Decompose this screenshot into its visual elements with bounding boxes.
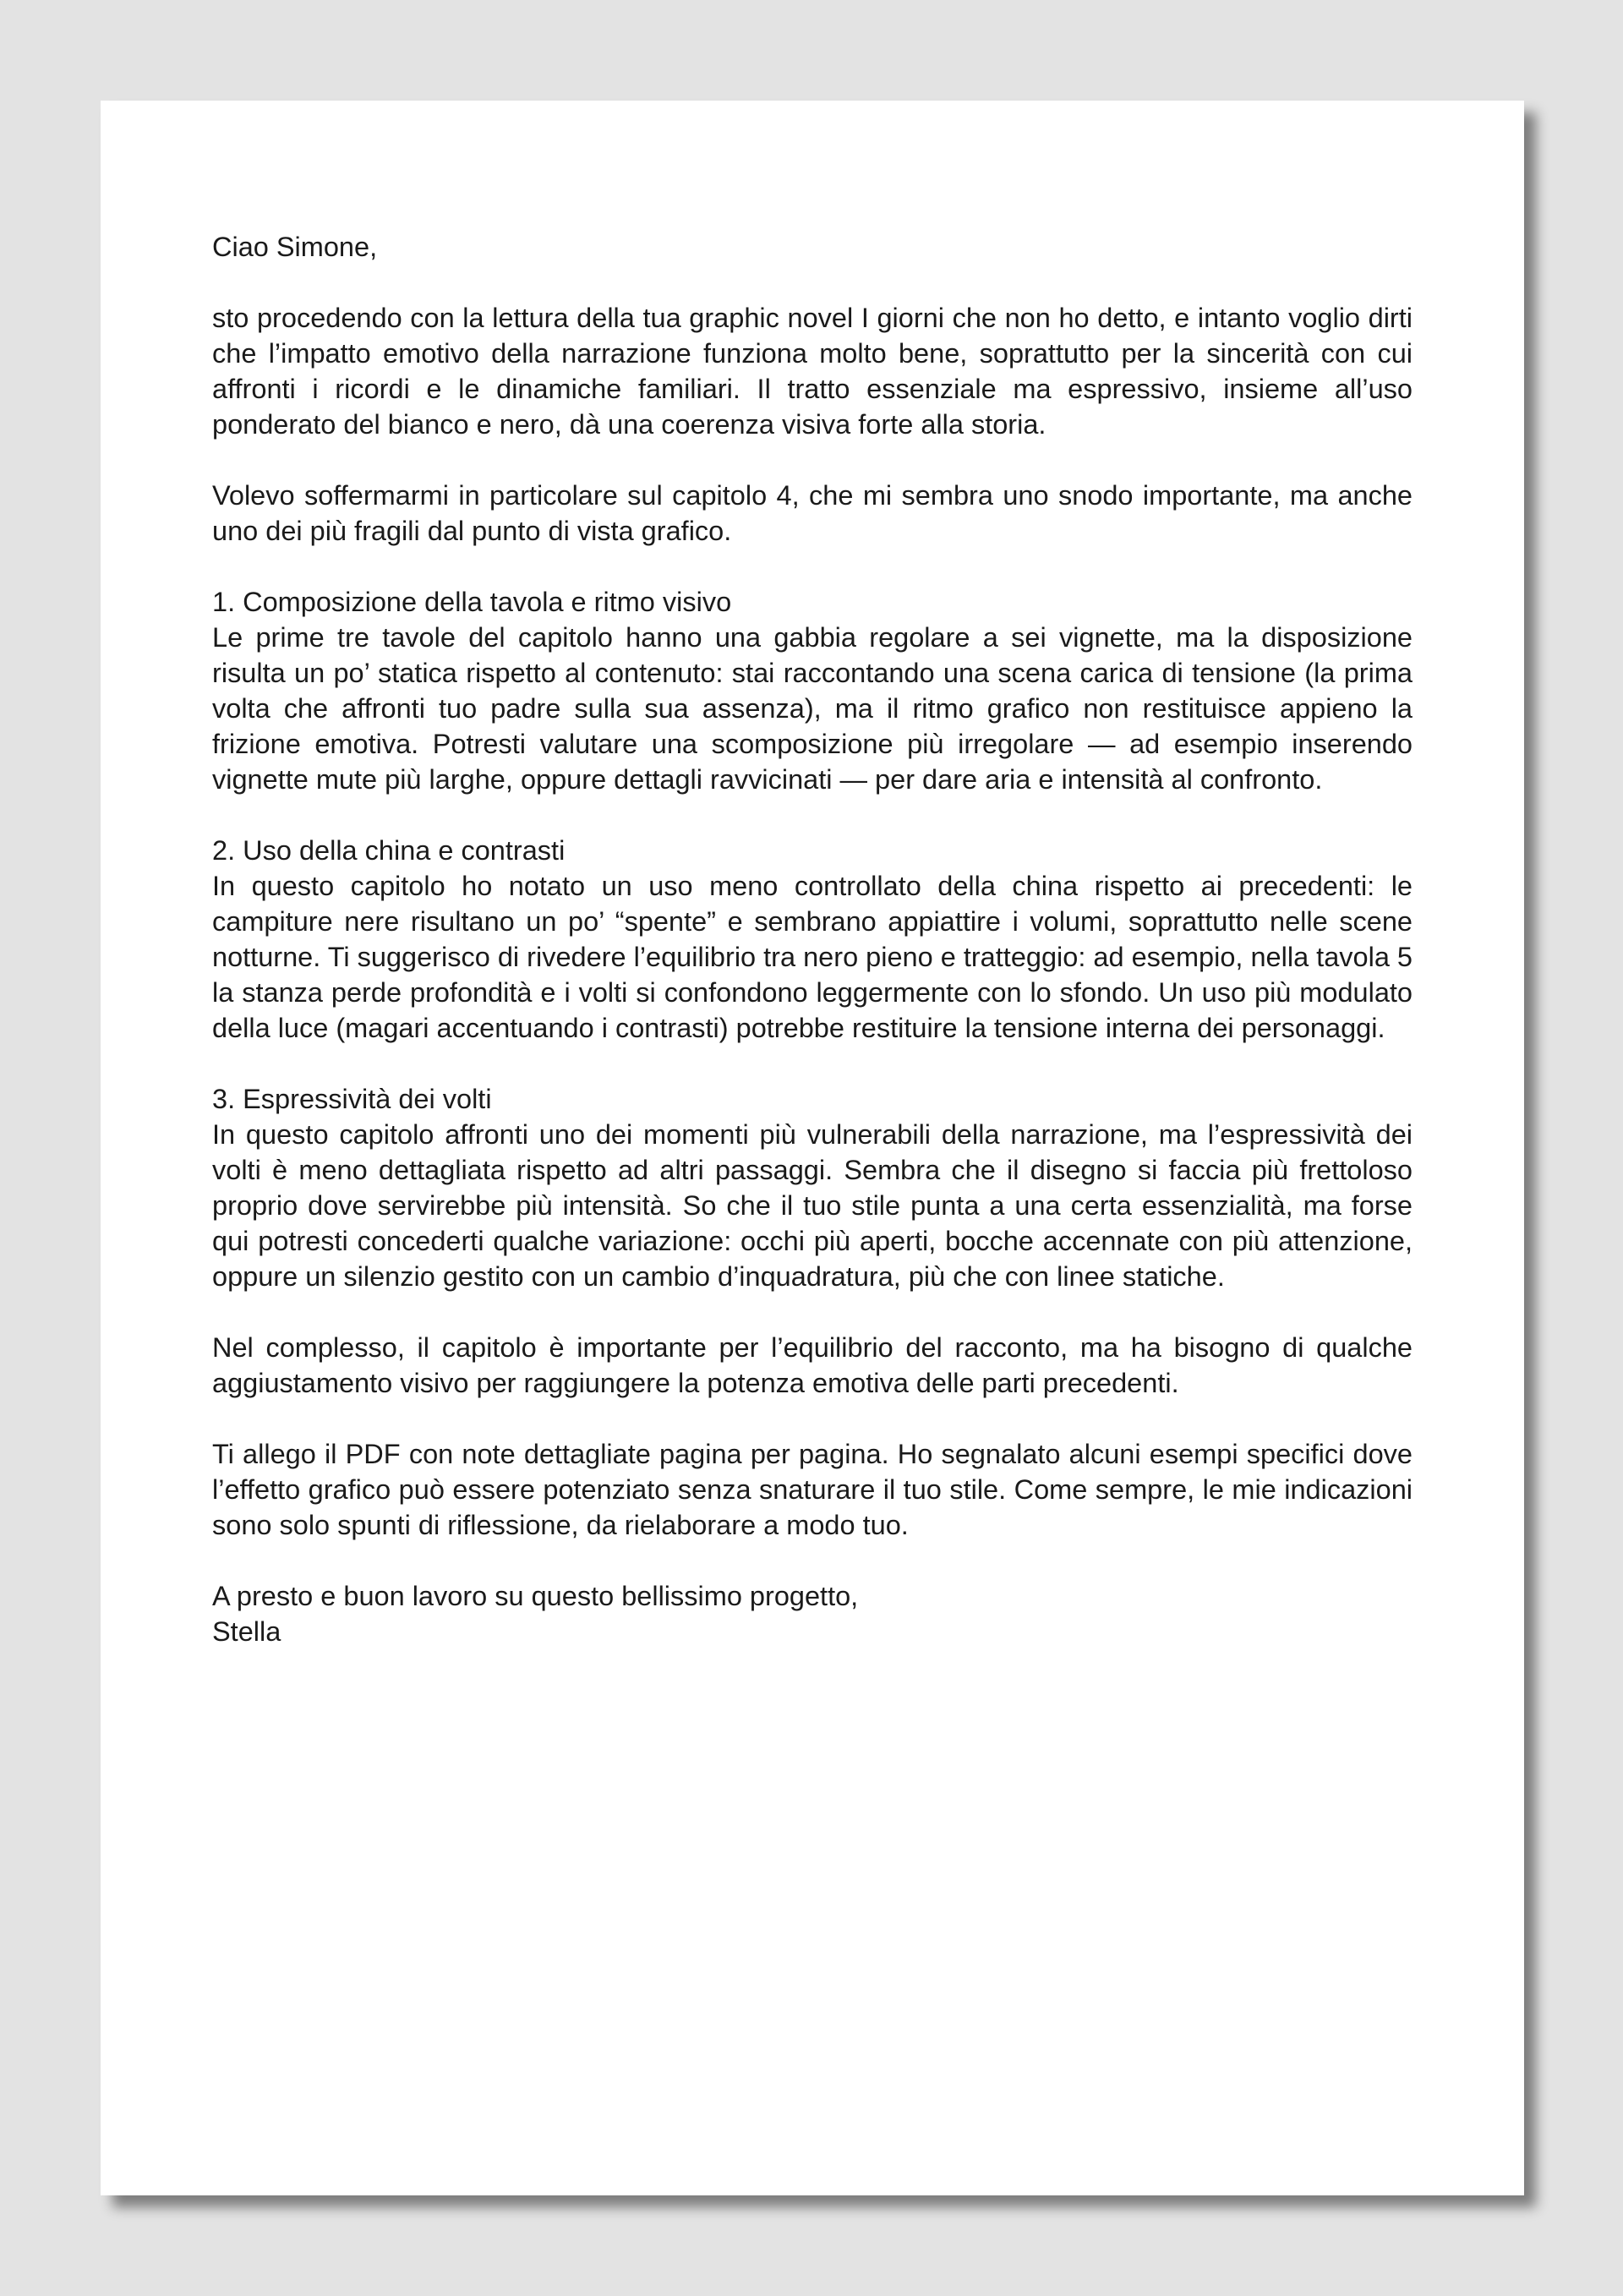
section-title: 2. Uso della china e contrasti (212, 835, 566, 866)
greeting: Ciao Simone, (212, 232, 378, 262)
outro-paragraph: Ti allego il PDF con note dettagliate pagina per pagina. Ho segnalato alcuni esempi specifici dove l’effetto grafico può essere potenziato senza snaturare il tuo stile. Come sempre, le mie indicazioni sono solo spunti di riflessione, da rielaborare a modo tuo. (212, 1439, 1413, 1540)
intro-paragraph: Volevo soffermarmi in particolare sul capitolo 4, che mi sembra uno snodo importante, ma anche uno dei più fragili dal punto di vista grafico. (212, 480, 1413, 546)
feedback-section (212, 833, 1413, 1046)
letter-body (212, 229, 1413, 1649)
intro-paragraph: sto procedendo con la lettura della tua graphic novel I giorni che non ho detto, e intanto voglio dirti che l’impatto emotivo della narrazione funziona molto bene, soprattutto per la sincerità con cui affronti i ricordi e le dinamiche familiari. Il tratto essenziale ma espressivo, insieme all’uso ponderato del bianco e nero, dà una coerenza visiva forte alla storia. (212, 303, 1413, 440)
section-title: 3. Espressività dei volti (212, 1084, 492, 1114)
feedback-section (212, 584, 1413, 797)
section-body: In questo capitolo affronti uno dei momenti più vulnerabili della narrazione, ma l’espressività dei volti è meno dettagliata rispetto ad altri passaggi. Sembra che il disegno si faccia più frettoloso proprio dove servirebbe più intensità. So che il tuo stile punta a una certa essenzialità, ma forse qui potresti concederti qualche variazione: occhi più aperti, bocche accennate con più attenzione, oppure un silenzio gestito con un cambio d’inquadratura, più che con linee statiche. (212, 1119, 1413, 1292)
section-body: In questo capitolo ho notato un uso meno controllato della china rispetto ai precedenti: le campiture nere risultano un po’ “spente” e sembrano appiattire i volumi, soprattutto nelle scene notturne. Ti suggerisco di rivedere l’equilibrio tra nero pieno e tratteggio: ad esempio, nella tavola 5 la stanza perde profondità e i volti si confondono leggermente con lo sfondo. Un uso più modulato della luce (magari accentuando i contrasti) potrebbe restituire la tensione interna dei personaggi. (212, 871, 1413, 1043)
signature: Stella (212, 1616, 281, 1647)
section-body: Le prime tre tavole del capitolo hanno una gabbia regolare a sei vignette, ma la disposizione risulta un po’ statica rispetto al contenuto: stai raccontando una scena carica di tensione (la prima volta che affronti tuo padre sulla sua assenza), ma il ritmo grafico non restituisce appieno la frizione emotiva. Potresti valutare una scomposizione più irregolare — ad esempio inserendo vignette mute più larghe, oppure dettagli ravvicinati — per dare aria e intensità al confronto. (212, 622, 1413, 795)
outro-paragraph: Nel complesso, il capitolo è importante per l’equilibrio del racconto, ma ha bisogno di qualche aggiustamento visivo per raggiungere la potenza emotiva delle parti precedenti. (212, 1332, 1413, 1398)
feedback-section (212, 1081, 1413, 1294)
closing-line: A presto e buon lavoro su questo bellissimo progetto, (212, 1581, 859, 1611)
document-page (101, 101, 1524, 2195)
section-title: 1. Composizione della tavola e ritmo visivo (212, 587, 732, 617)
